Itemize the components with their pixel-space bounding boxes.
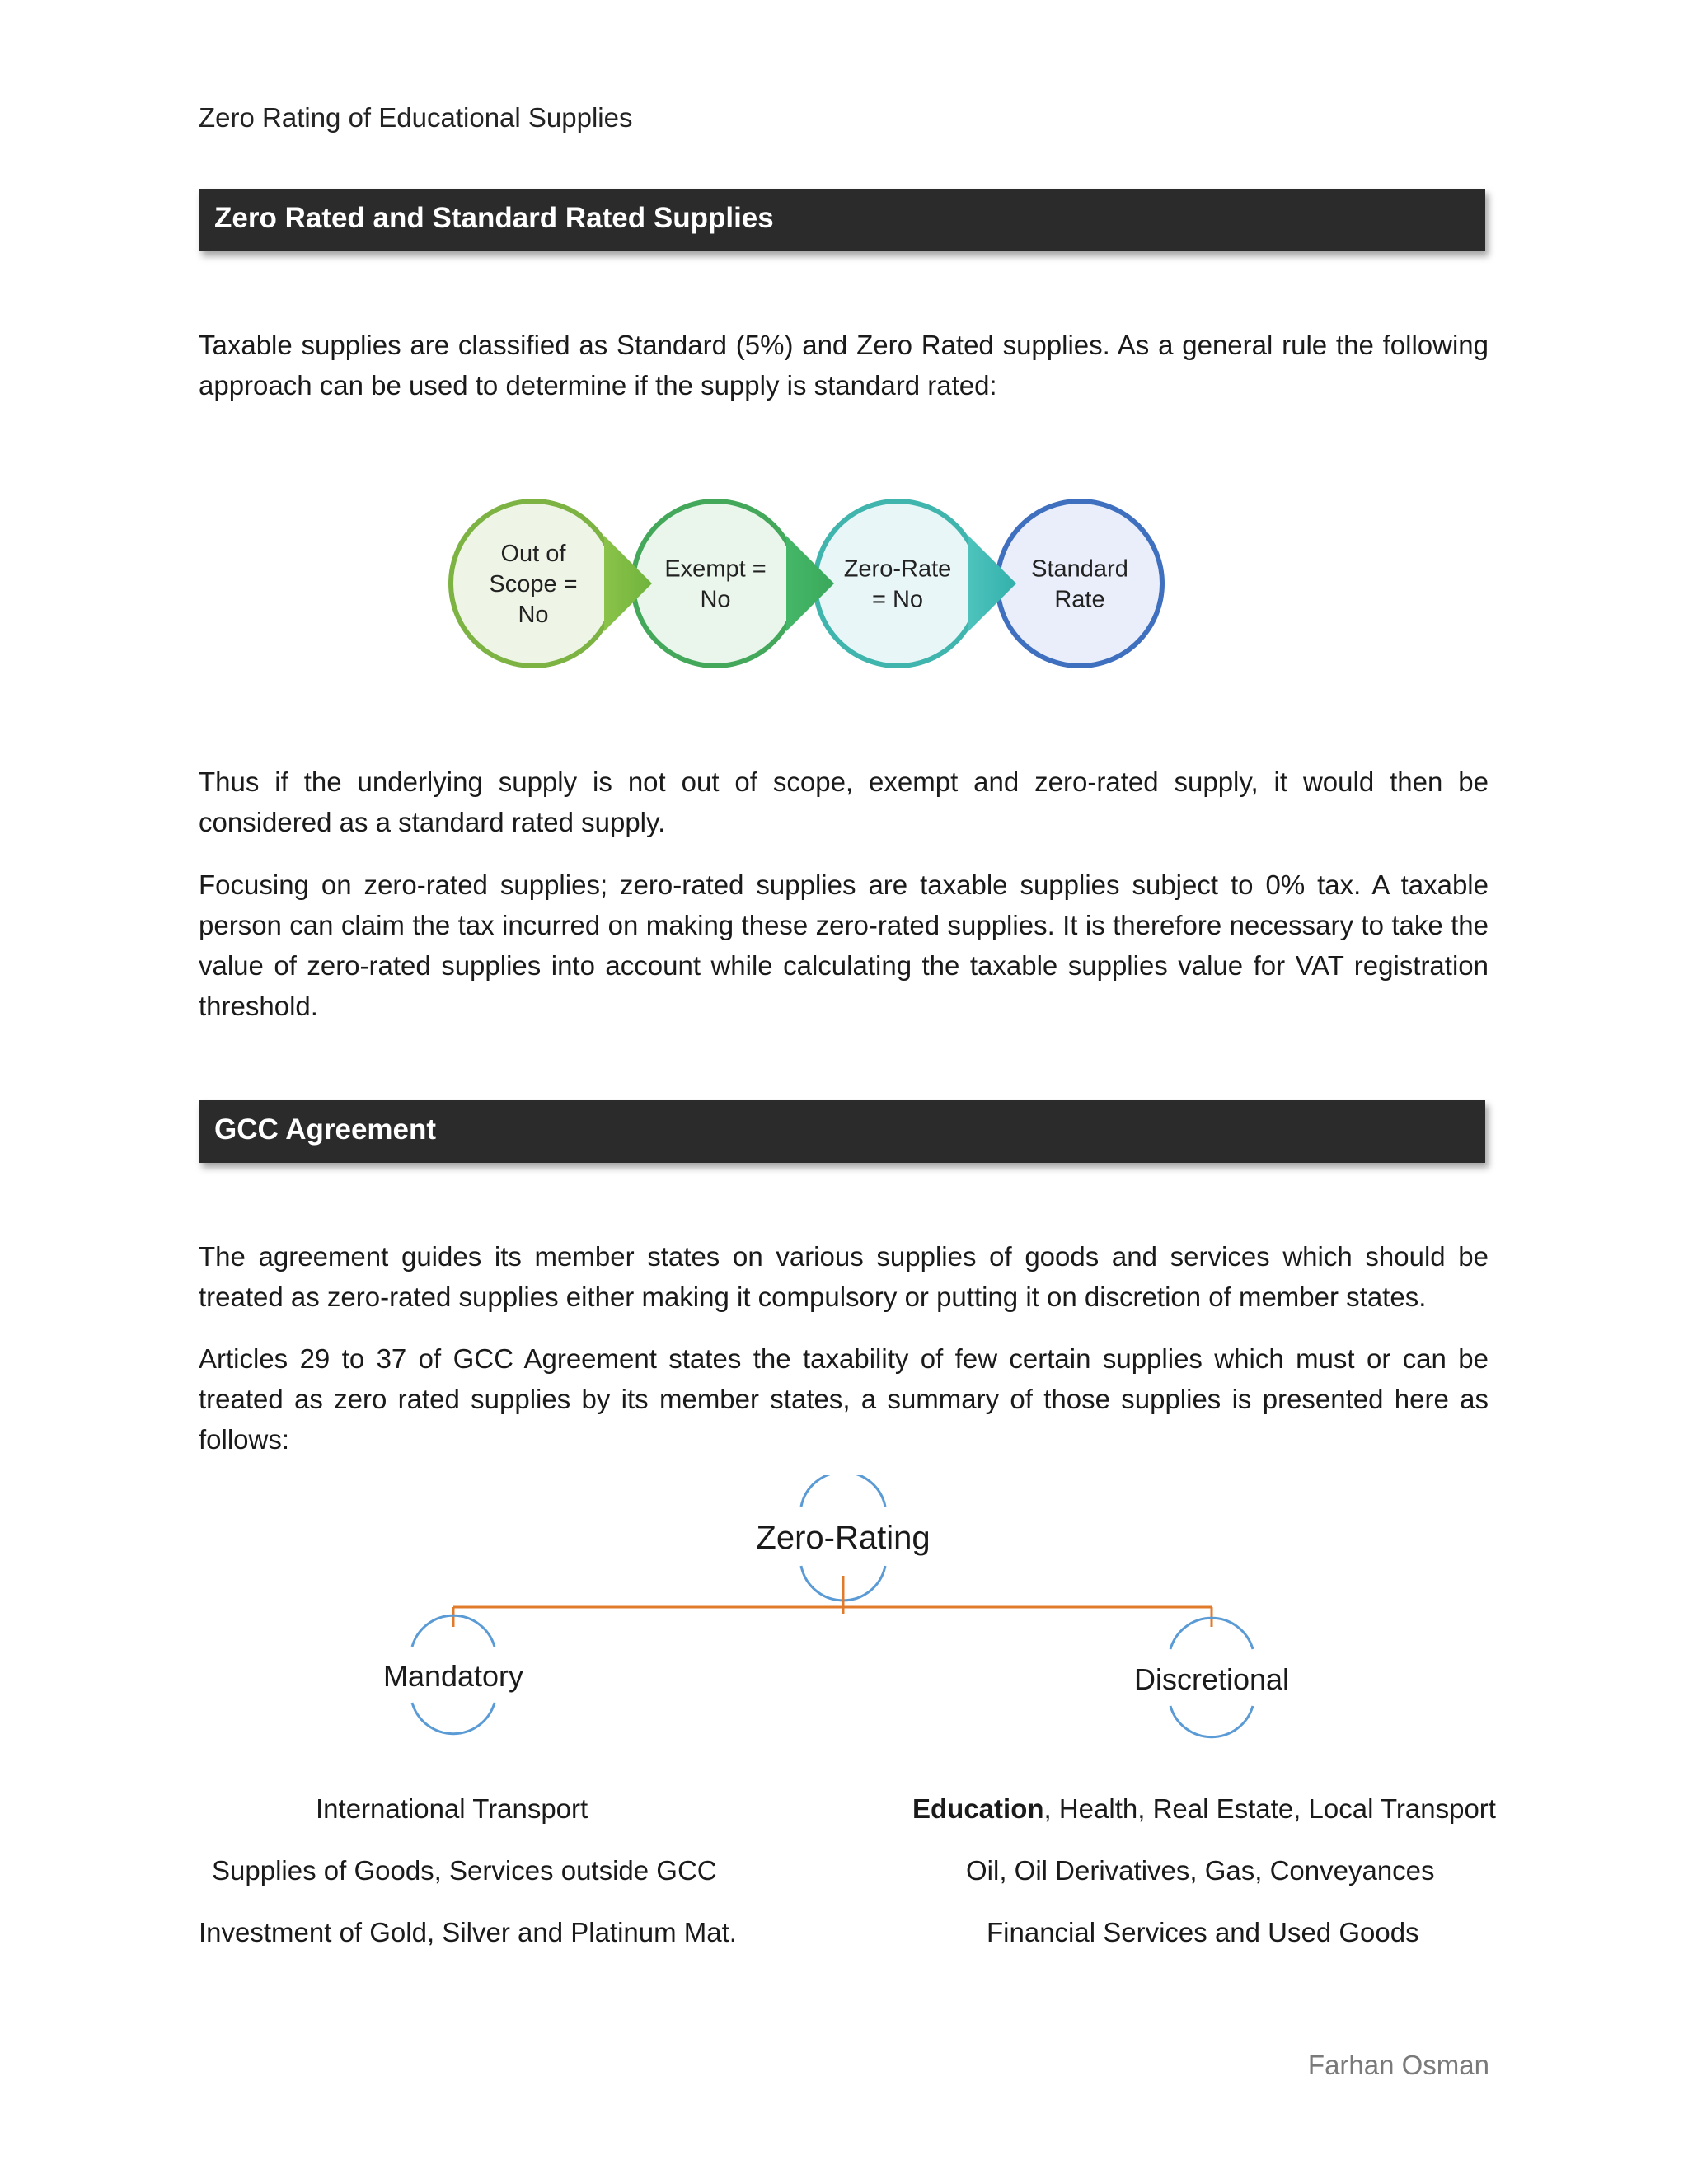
page-header: Zero Rating of Educational Supplies: [199, 102, 633, 133]
left-arc-bottom: [412, 1703, 495, 1734]
flow-step-circle: [997, 501, 1162, 666]
zero-rating-hierarchy-diagram: [0, 1475, 1688, 1755]
flow-step-label: No: [700, 586, 731, 613]
flow-step-label: No: [518, 602, 549, 628]
thus-paragraph: Thus if the underlying supply is not out of scope, exempt and zero-rated supply, it would then be considered as a standard rated supply.: [199, 766, 1489, 837]
classification-flow-diagram: [437, 486, 1179, 684]
tree-right-label: Discretional: [1133, 1662, 1290, 1696]
footer-author: Farhan Osman: [1307, 2050, 1489, 2080]
root-arc-top: [801, 1475, 885, 1507]
right-arc-bottom: [1170, 1706, 1253, 1737]
section-title: Zero Rated and Standard Rated Supplies: [214, 202, 774, 234]
agreement-paragraph: The agreement guides its member states on various supplies of goods and services which should be treated as zero-rated supplies either making it compulsory or putting it on discretion of member states.: [199, 1241, 1489, 1312]
flow-step-label: Zero-Rate: [843, 555, 952, 583]
discretional-item: [912, 1793, 1496, 1825]
flow-step-label: = No: [871, 586, 924, 613]
tree-root-label: Zero-Rating: [756, 1520, 931, 1556]
tree-left-label: Mandatory: [382, 1659, 524, 1693]
flow-step-circle: [815, 501, 980, 666]
mandatory-item: International Transport: [316, 1793, 588, 1824]
discretional-item: Financial Services and Used Goods: [987, 1917, 1419, 1947]
section-title: GCC Agreement: [214, 1113, 437, 1146]
mandatory-item: Investment of Gold, Silver and Platinum Mat.: [199, 1917, 737, 1947]
flow-step-label: Standard: [1031, 555, 1128, 583]
discretional-item-rest: , Health, Real Estate, Local Transport: [1043, 1793, 1496, 1824]
flow-step-label: Exempt =: [664, 555, 767, 583]
section-heading-gcc: [199, 1100, 1485, 1163]
focusing-paragraph: Focusing on zero-rated supplies; zero-rated supplies are taxable supplies subject to 0% tax. A taxable person can claim the tax incurred on making these zero-rated supplies. It is therefore necessary to take the value of zero-rated supplies into account while calculating the taxable supplies value for VAT registration threshold.: [199, 869, 1489, 1021]
flow-step-label: Rate: [1054, 586, 1105, 613]
articles-paragraph: Articles 29 to 37 of GCC Agreement states the taxability of few certain supplies which must or can be treated as zero rated supplies by its member states, a summary of those supplies is presented here as follows:: [199, 1343, 1489, 1455]
flow-step-label: Out of: [500, 541, 566, 567]
flow-step-label: Scope =: [489, 571, 578, 598]
mandatory-item: Supplies of Goods, Services outside GCC: [212, 1855, 717, 1886]
intro-paragraph: Taxable supplies are classified as Standard (5%) and Zero Rated supplies. As a general rule the following approach can be used to determine if the supply is standard rated:: [199, 330, 1489, 401]
flow-step-circle: [633, 501, 798, 666]
discretional-item: Oil, Oil Derivatives, Gas, Conveyances: [966, 1855, 1435, 1886]
connector-line: [453, 1576, 1212, 1627]
education-bold: Education: [912, 1793, 1044, 1824]
section-heading-zero-rated: [199, 189, 1485, 251]
